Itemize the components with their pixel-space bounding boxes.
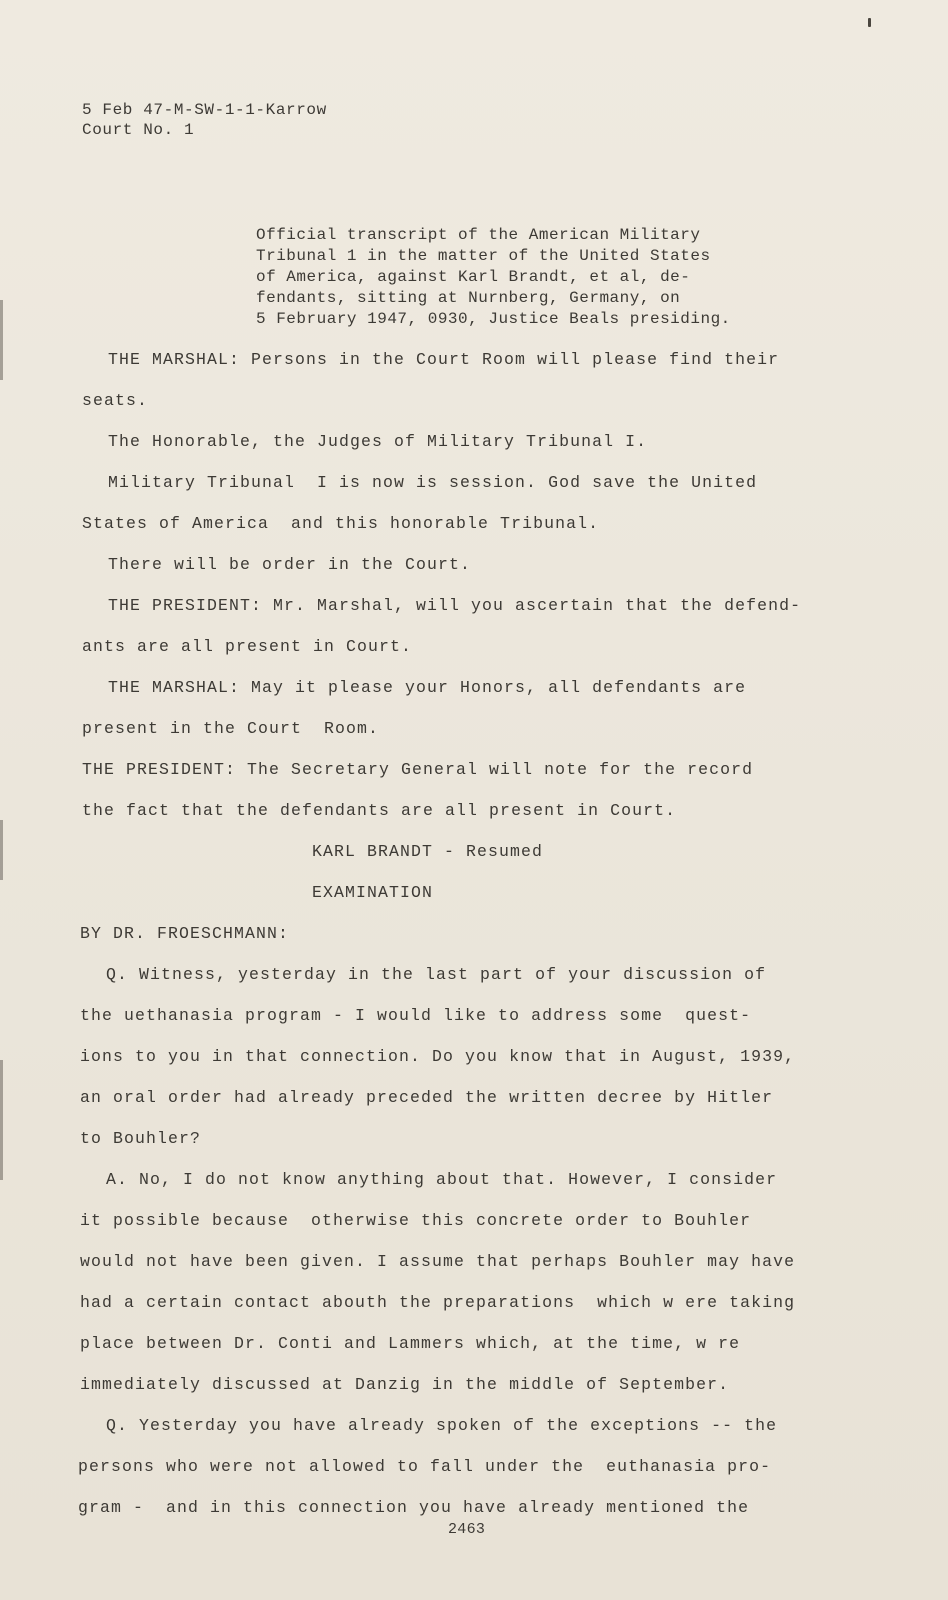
transcript-line: Q. Yesterday you have already spoken of the exceptions -- the <box>106 1416 778 1435</box>
transcript-line: States of America and this honorable Tribunal. <box>82 514 600 533</box>
caption-line: fendants, sitting at Nurnberg, Germany, on <box>256 289 681 307</box>
transcript-line: immediately discussed at Danzig in the middle of September. <box>80 1375 730 1394</box>
witness-heading: KARL BRANDT - Resumed <box>312 842 544 861</box>
left-edge-mark <box>0 820 3 880</box>
transcript-line: THE PRESIDENT: The Secretary General will note for the record <box>82 760 754 779</box>
transcript-line: an oral order had already preceded the written decree by Hitler <box>80 1088 774 1107</box>
header-court: Court No. 1 <box>82 121 195 139</box>
transcript-line: the fact that the defendants are all present in Court. <box>82 801 677 820</box>
transcript-line: THE MARSHAL: May it please your Honors, all defendants are <box>108 678 747 697</box>
header-reference: 5 Feb 47-M-SW-1-1-Karrow <box>82 101 327 119</box>
transcript-line: place between Dr. Conti and Lammers which, at the time, w re <box>80 1334 741 1353</box>
transcript-line: had a certain contact abouth the preparations which w ere taking <box>80 1293 796 1312</box>
left-edge-mark <box>0 300 3 380</box>
caption-line: 5 February 1947, 0930, Justice Beals presiding. <box>256 310 731 328</box>
left-edge-mark <box>0 1060 3 1180</box>
page-number: 2463 <box>448 1521 486 1538</box>
transcript-line: it possible because otherwise this concrete order to Bouhler <box>80 1211 752 1230</box>
transcript-line: There will be order in the Court. <box>108 555 472 574</box>
transcript-line: seats. <box>82 391 149 410</box>
caption-line: Tribunal 1 in the matter of the United States <box>256 247 711 265</box>
transcript-line: A. No, I do not know anything about that. However, I consider <box>106 1170 778 1189</box>
transcript-line: would not have been given. I assume that perhaps Bouhler may have <box>80 1252 796 1271</box>
document-header <box>82 100 327 140</box>
transcript-line: to Bouhler? <box>80 1129 202 1148</box>
corner-mark <box>868 18 871 27</box>
transcript-line: ants are all present in Court. <box>82 637 413 656</box>
transcript-line: present in the Court Room. <box>82 719 380 738</box>
transcript-line: Military Tribunal I is now is session. God save the United <box>108 473 758 492</box>
caption-line: Official transcript of the American Military <box>256 226 701 244</box>
transcript-line: THE PRESIDENT: Mr. Marshal, will you ascertain that the defend- <box>108 596 802 615</box>
examiner-heading: BY DR. FROESCHMANN: <box>80 924 290 943</box>
transcript-line: persons who were not allowed to fall under the euthanasia pro- <box>78 1457 772 1476</box>
transcript-line: the uethanasia program - I would like to address some quest- <box>80 1006 752 1025</box>
transcript-line: gram - and in this connection you have already mentioned the <box>78 1498 750 1517</box>
examination-heading: EXAMINATION <box>312 883 434 902</box>
transcript-line: The Honorable, the Judges of Military Tribunal I. <box>108 432 648 451</box>
transcript-caption <box>256 225 731 330</box>
caption-line: of America, against Karl Brandt, et al, de- <box>256 268 691 286</box>
transcript-line: Q. Witness, yesterday in the last part of your discussion of <box>106 965 767 984</box>
transcript-line: THE MARSHAL: Persons in the Court Room will please find their <box>108 350 780 369</box>
transcript-line: ions to you in that connection. Do you know that in August, 1939, <box>80 1047 796 1066</box>
